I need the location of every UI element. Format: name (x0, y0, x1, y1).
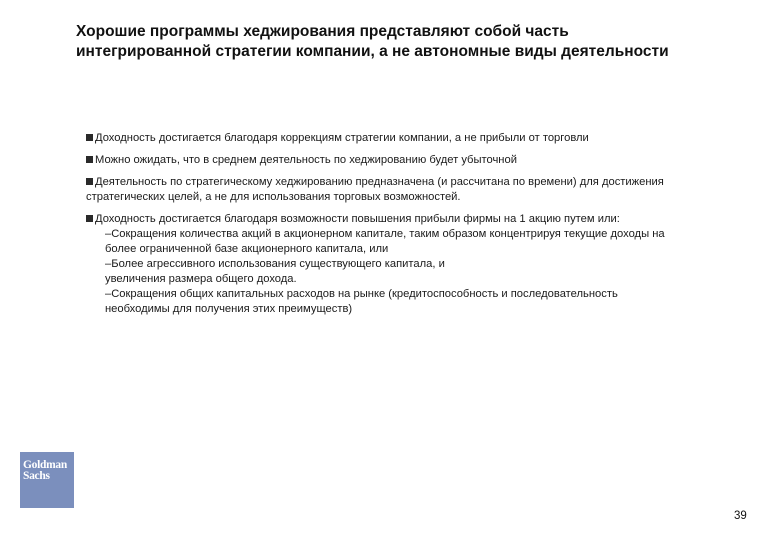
logo-text: Goldman (23, 459, 67, 471)
logo-text: Sachs (23, 470, 50, 482)
bullet-item (86, 131, 726, 146)
sub-item (105, 257, 726, 287)
bullet-item (86, 153, 726, 168)
bullet-text: стратегических целей, а не для использования торговых возможностей. (86, 191, 461, 203)
sub-item-text: более ограниченной базе акционерного капитала, или (105, 243, 389, 255)
page-number: 39 (734, 510, 747, 522)
sub-item-text: –Сокращения общих капитальных расходов на рынке (кредитоспособность и последовательность (105, 288, 618, 300)
square-bullet-icon (86, 134, 93, 141)
slide-title-line: Хорошие программы хеджирования представляют собой часть (76, 23, 569, 40)
bullet-text: Деятельность по стратегическому хеджированию предназначена (и рассчитана по времени) для достижения (95, 176, 664, 188)
bullet-item (86, 175, 726, 205)
sub-item (105, 227, 726, 257)
bullet-text: Доходность достигается благодаря возможности повышения прибыли фирмы на 1 акцию путем или: (95, 213, 620, 225)
goldman-sachs-logo (20, 452, 74, 508)
sub-item-text: –Более агрессивного использования существующего капитала, и (105, 258, 445, 270)
slide-title-line: интегрированной стратегии компании, а не автономные виды деятельности (76, 43, 669, 60)
sub-item-text: необходимы для получения этих преимуществ) (105, 303, 353, 315)
bullet-item (86, 212, 726, 227)
bullet-text: Можно ожидать, что в среднем деятельность по хеджированию будет убыточной (95, 154, 517, 166)
square-bullet-icon (86, 178, 93, 185)
sub-item-text: увеличения размера общего дохода. (105, 273, 297, 285)
sub-item-text: –Сокращения количества акций в акционерном капитале, таким образом концентрируя текущие доходы на (105, 228, 665, 240)
slide-body (86, 131, 726, 317)
sub-item (105, 287, 726, 317)
bullet-text: Доходность достигается благодаря коррекциям стратегии компании, а не прибыли от торговли (95, 132, 589, 144)
slide-title (76, 22, 756, 62)
square-bullet-icon (86, 156, 93, 163)
square-bullet-icon (86, 215, 93, 222)
